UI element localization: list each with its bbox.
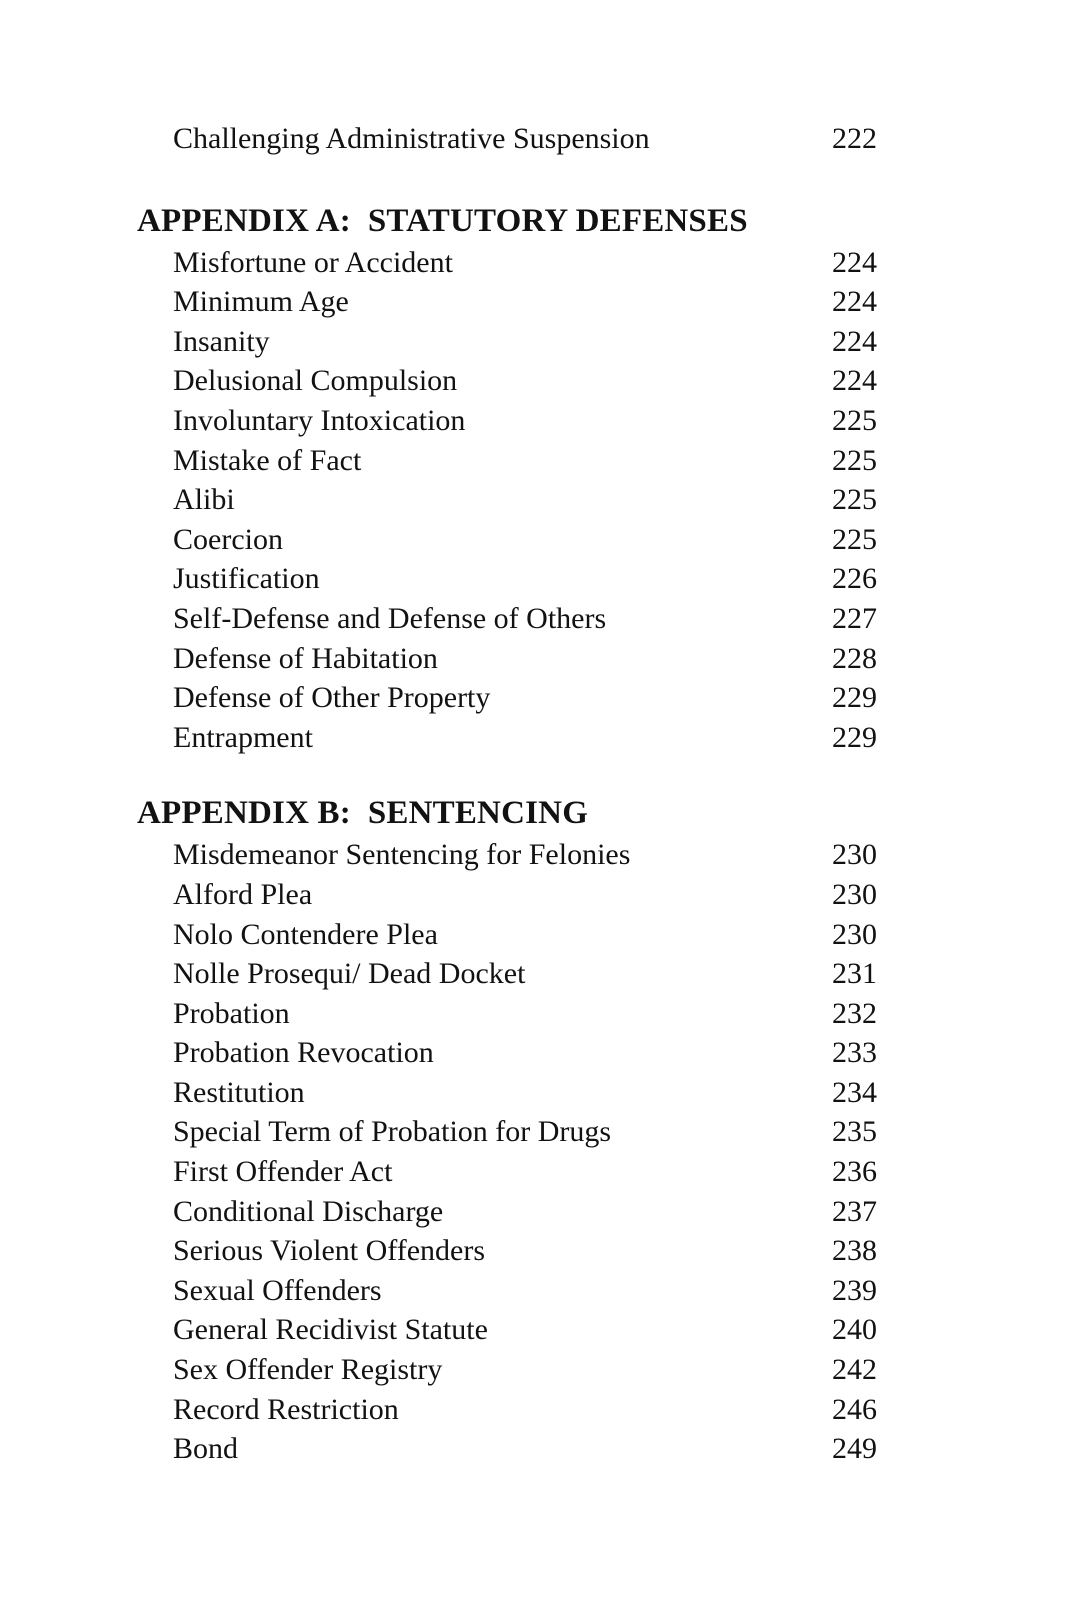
toc-entry (137, 1231, 877, 1271)
toc-entry (137, 994, 877, 1034)
toc-entry (137, 1271, 877, 1311)
toc-entry-label: Special Term of Probation for Drugs (173, 1115, 612, 1149)
section-heading: APPENDIX B: SENTENCING (137, 795, 589, 832)
toc-entry-label: Alibi (173, 483, 235, 517)
toc-entry-label: First Offender Act (173, 1155, 393, 1189)
toc-entry (137, 599, 877, 639)
toc-entry (137, 401, 877, 441)
toc-entry-page-number: 242 (832, 1353, 877, 1387)
table-of-contents (137, 119, 877, 1469)
toc-entry-page-number: 240 (832, 1313, 877, 1347)
section-entries (137, 243, 877, 758)
toc-entry-page-number: 224 (832, 324, 877, 358)
toc-entry-label: Insanity (173, 324, 270, 358)
toc-entry-page-number: 249 (832, 1432, 877, 1466)
toc-entry-page-number: 226 (832, 562, 877, 596)
toc-entry-page-number: 229 (832, 720, 877, 754)
toc-entry-page-number: 230 (832, 877, 877, 911)
toc-entry (137, 1429, 877, 1469)
toc-entry (137, 1390, 877, 1430)
toc-entry-label: Mistake of Fact (173, 443, 362, 477)
toc-entry-page-number: 233 (832, 1036, 877, 1070)
toc-entry-page-number: 224 (832, 364, 877, 398)
toc-entry-page-number: 230 (832, 838, 877, 872)
toc-entry-page-number: 222 (832, 122, 877, 155)
toc-entry (137, 1073, 877, 1113)
toc-entry-page-number: 246 (832, 1392, 877, 1426)
toc-entry (137, 1350, 877, 1390)
toc-entry (137, 322, 877, 362)
toc-entry-label: Probation Revocation (173, 1036, 434, 1070)
toc-entry (137, 1192, 877, 1232)
toc-entry-label: Nolle Prosequi/ Dead Docket (173, 957, 526, 991)
toc-entry (137, 1033, 877, 1073)
toc-entry-page-number: 231 (832, 957, 877, 991)
toc-entry (137, 520, 877, 560)
toc-entry (137, 678, 877, 718)
toc-entry-label: Probation (173, 996, 290, 1030)
toc-entry-label: Sexual Offenders (173, 1273, 382, 1307)
toc-entry-page-number: 228 (832, 641, 877, 675)
toc-entry (137, 954, 877, 994)
toc-section (137, 791, 877, 1469)
toc-entry-label: Minimum Age (173, 285, 349, 319)
toc-entry (137, 441, 877, 481)
toc-entry-label: Challenging Administrative Suspension (173, 122, 650, 155)
toc-entry-page-number: 225 (832, 522, 877, 556)
toc-entry (137, 1310, 877, 1350)
toc-entry-page-number: 234 (832, 1075, 877, 1109)
toc-entry-label: Nolo Contendere Plea (173, 917, 438, 951)
toc-entry-label: Justification (173, 562, 320, 596)
toc-entry-page-number: 236 (832, 1155, 877, 1189)
toc-entry-page-number: 232 (832, 996, 877, 1030)
toc-entry (137, 718, 877, 758)
toc-entry (137, 282, 877, 322)
toc-entry (137, 1152, 877, 1192)
toc-entry-label: Delusional Compulsion (173, 364, 458, 398)
toc-entry (137, 1112, 877, 1152)
toc-entry-label: Misfortune or Accident (173, 245, 453, 279)
toc-entry-page-number: 230 (832, 917, 877, 951)
toc-entry-page-number: 225 (832, 403, 877, 437)
toc-entry (137, 361, 877, 401)
toc-entry-label: Defense of Habitation (173, 641, 438, 675)
toc-entry-label: Restitution (173, 1075, 305, 1109)
toc-entry (137, 119, 877, 159)
toc-entry-page-number: 225 (832, 443, 877, 477)
toc-entry (137, 875, 877, 915)
toc-entry-page-number: 224 (832, 285, 877, 319)
toc-entry (137, 480, 877, 520)
toc-entry (137, 639, 877, 679)
toc-entry-page-number: 224 (832, 245, 877, 279)
toc-entry-label: Coercion (173, 522, 283, 556)
toc-entry-page-number: 237 (832, 1194, 877, 1228)
toc-entry-page-number: 229 (832, 681, 877, 715)
toc-entry-label: Conditional Discharge (173, 1194, 444, 1228)
section-entries (137, 835, 877, 1469)
toc-sections (137, 199, 877, 1469)
toc-entry-label: Alford Plea (173, 877, 313, 911)
toc-entry-label: Entrapment (173, 720, 313, 754)
toc-section (137, 199, 877, 758)
toc-entry-label: General Recidivist Statute (173, 1313, 488, 1347)
toc-entry-page-number: 225 (832, 483, 877, 517)
toc-entry (137, 243, 877, 283)
toc-entry-page-number: 238 (832, 1234, 877, 1268)
toc-entry (137, 559, 877, 599)
toc-entry (137, 915, 877, 955)
toc-entry-label: Record Restriction (173, 1392, 399, 1426)
toc-entry-label: Self-Defense and Defense of Others (173, 601, 607, 635)
toc-entry (137, 835, 877, 875)
toc-entry-label: Bond (173, 1432, 239, 1466)
toc-entry-label: Misdemeanor Sentencing for Felonies (173, 838, 631, 872)
toc-entry-page-number: 239 (832, 1273, 877, 1307)
toc-entry-page-number: 235 (832, 1115, 877, 1149)
toc-entry-label: Sex Offender Registry (173, 1353, 443, 1387)
toc-entry-label: Serious Violent Offenders (173, 1234, 486, 1268)
section-heading: APPENDIX A: STATUTORY DEFENSES (137, 202, 748, 239)
toc-entry-label: Involuntary Intoxication (173, 403, 466, 437)
toc-entry-page-number: 227 (832, 601, 877, 635)
toc-entry-label: Defense of Other Property (173, 681, 491, 715)
